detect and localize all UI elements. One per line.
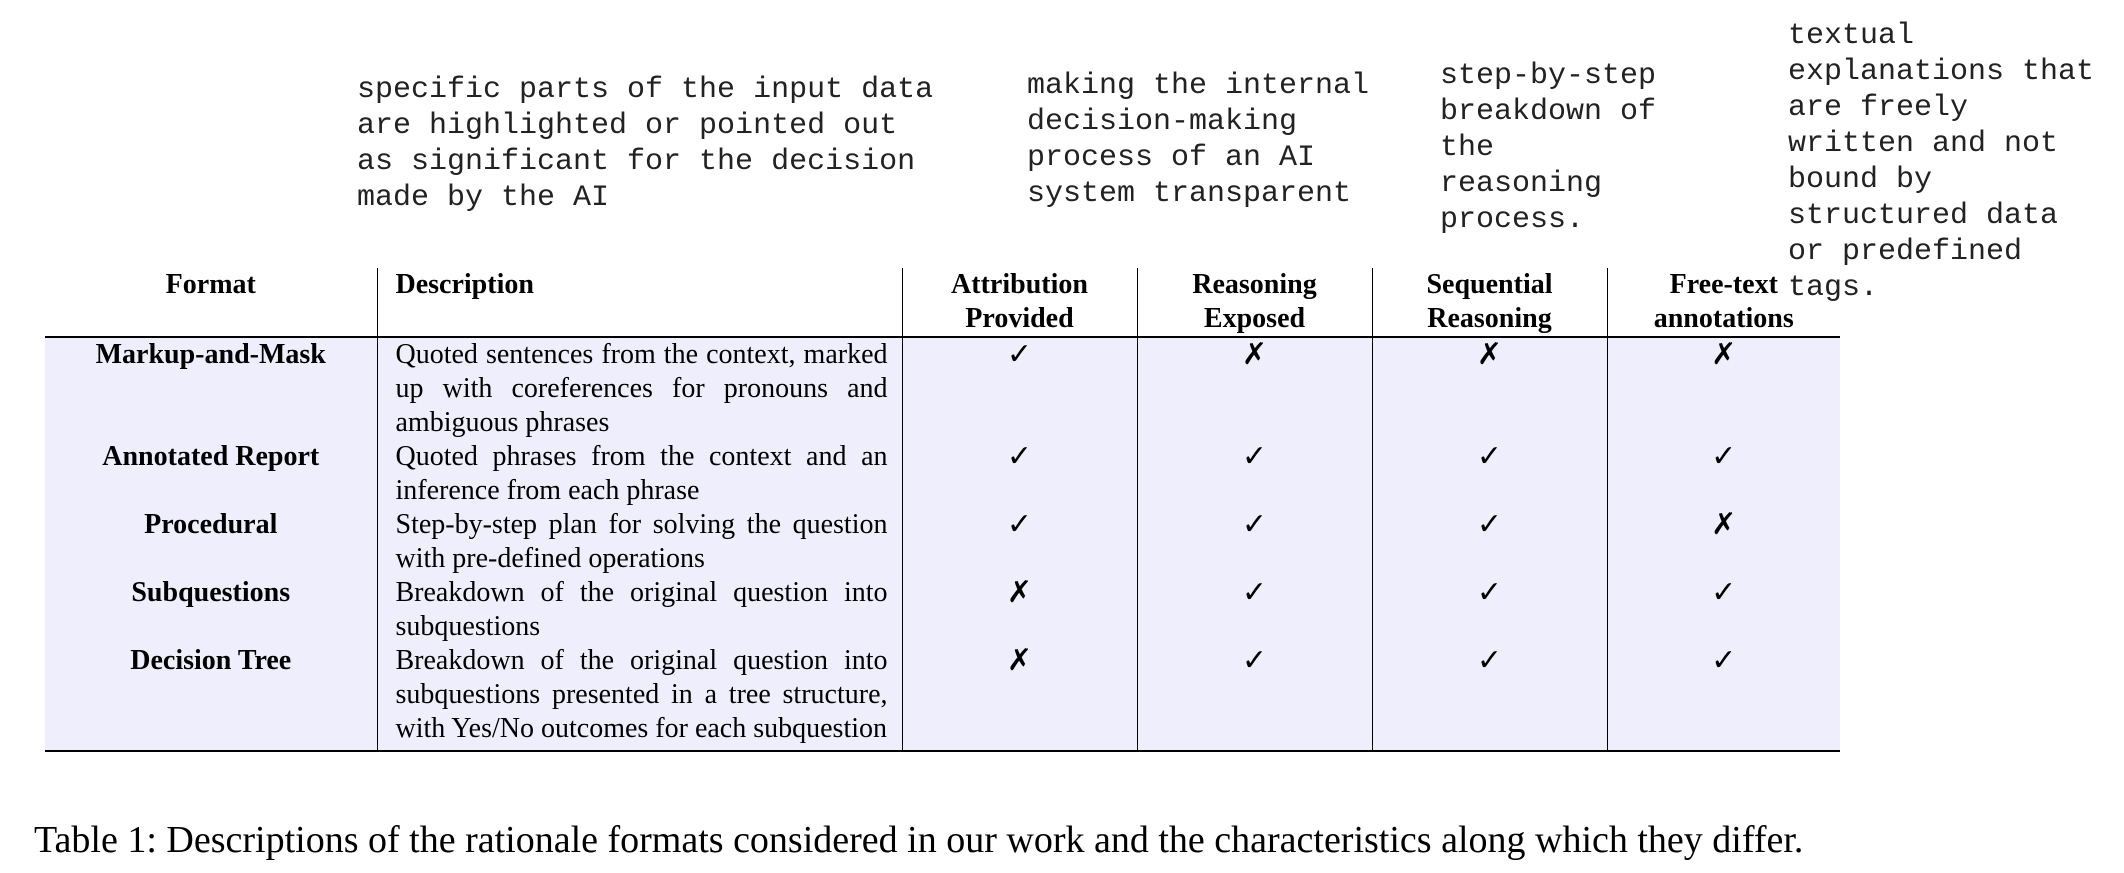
header-free-text: Free-text annotations xyxy=(1607,268,1840,337)
description-cell: Quoted phrases from the context and an inference from each phrase xyxy=(377,440,902,508)
sequential-mark: ✓ xyxy=(1372,440,1607,508)
attribution-mark: ✓ xyxy=(902,508,1137,576)
reasoning-mark: ✓ xyxy=(1137,644,1372,751)
header-reasoning: Reasoning Exposed xyxy=(1137,268,1372,337)
format-cell: Annotated Report xyxy=(45,440,377,508)
table-row xyxy=(45,337,1840,440)
attribution-mark: ✓ xyxy=(902,440,1137,508)
free-text-mark: ✓ xyxy=(1607,644,1840,751)
header-format: Format xyxy=(45,268,377,337)
table-row xyxy=(45,508,1840,576)
table-row xyxy=(45,576,1840,644)
header-attribution: Attribution Provided xyxy=(902,268,1137,337)
sequential-mark: ✓ xyxy=(1372,508,1607,576)
header-description: Description xyxy=(377,268,902,337)
table-header-row xyxy=(45,268,1840,337)
annotation-sequential: step-by-step breakdown of the reasoning process. xyxy=(1440,59,1657,237)
sequential-mark: ✓ xyxy=(1372,576,1607,644)
format-cell: Procedural xyxy=(45,508,377,576)
rationale-formats-table xyxy=(45,268,1840,752)
table-caption: Table 1: Descriptions of the rationale formats considered in our work and the characteristics along which they differ. xyxy=(34,819,1804,861)
attribution-mark: ✗ xyxy=(902,644,1137,751)
format-cell: Subquestions xyxy=(45,576,377,644)
annotation-attribution: specific parts of the input data are highlighted or pointed out as significant for the decision made by the AI xyxy=(357,73,934,215)
table-row xyxy=(45,440,1840,508)
free-text-mark: ✗ xyxy=(1607,508,1840,576)
sequential-mark: ✗ xyxy=(1372,337,1607,440)
description-cell: Quoted sentences from the context, marked up with coreferences for pronouns and ambiguous phrases xyxy=(377,337,902,440)
description-cell: Breakdown of the original question into subquestions presented in a tree structure, with Yes/No outcomes for each subquestion xyxy=(377,644,902,751)
reasoning-mark: ✓ xyxy=(1137,508,1372,576)
format-cell: Decision Tree xyxy=(45,644,377,751)
format-cell: Markup-and-Mask xyxy=(45,337,377,440)
attribution-mark: ✗ xyxy=(902,576,1137,644)
reasoning-mark: ✗ xyxy=(1137,337,1372,440)
free-text-mark: ✓ xyxy=(1607,440,1840,508)
annotation-reasoning: making the internal decision-making process of an AI system transparent xyxy=(1027,69,1370,211)
free-text-mark: ✓ xyxy=(1607,576,1840,644)
annotation-free-text: textual explanations that are freely written and not bound by structured data or predefined tags. xyxy=(1788,19,2095,305)
attribution-mark: ✓ xyxy=(902,337,1137,440)
reasoning-mark: ✓ xyxy=(1137,440,1372,508)
free-text-mark: ✗ xyxy=(1607,337,1840,440)
description-cell: Step-by-step plan for solving the question with pre-defined operations xyxy=(377,508,902,576)
reasoning-mark: ✓ xyxy=(1137,576,1372,644)
sequential-mark: ✓ xyxy=(1372,644,1607,751)
description-cell: Breakdown of the original question into subquestions xyxy=(377,576,902,644)
header-sequential: Sequential Reasoning xyxy=(1372,268,1607,337)
table-row xyxy=(45,644,1840,751)
